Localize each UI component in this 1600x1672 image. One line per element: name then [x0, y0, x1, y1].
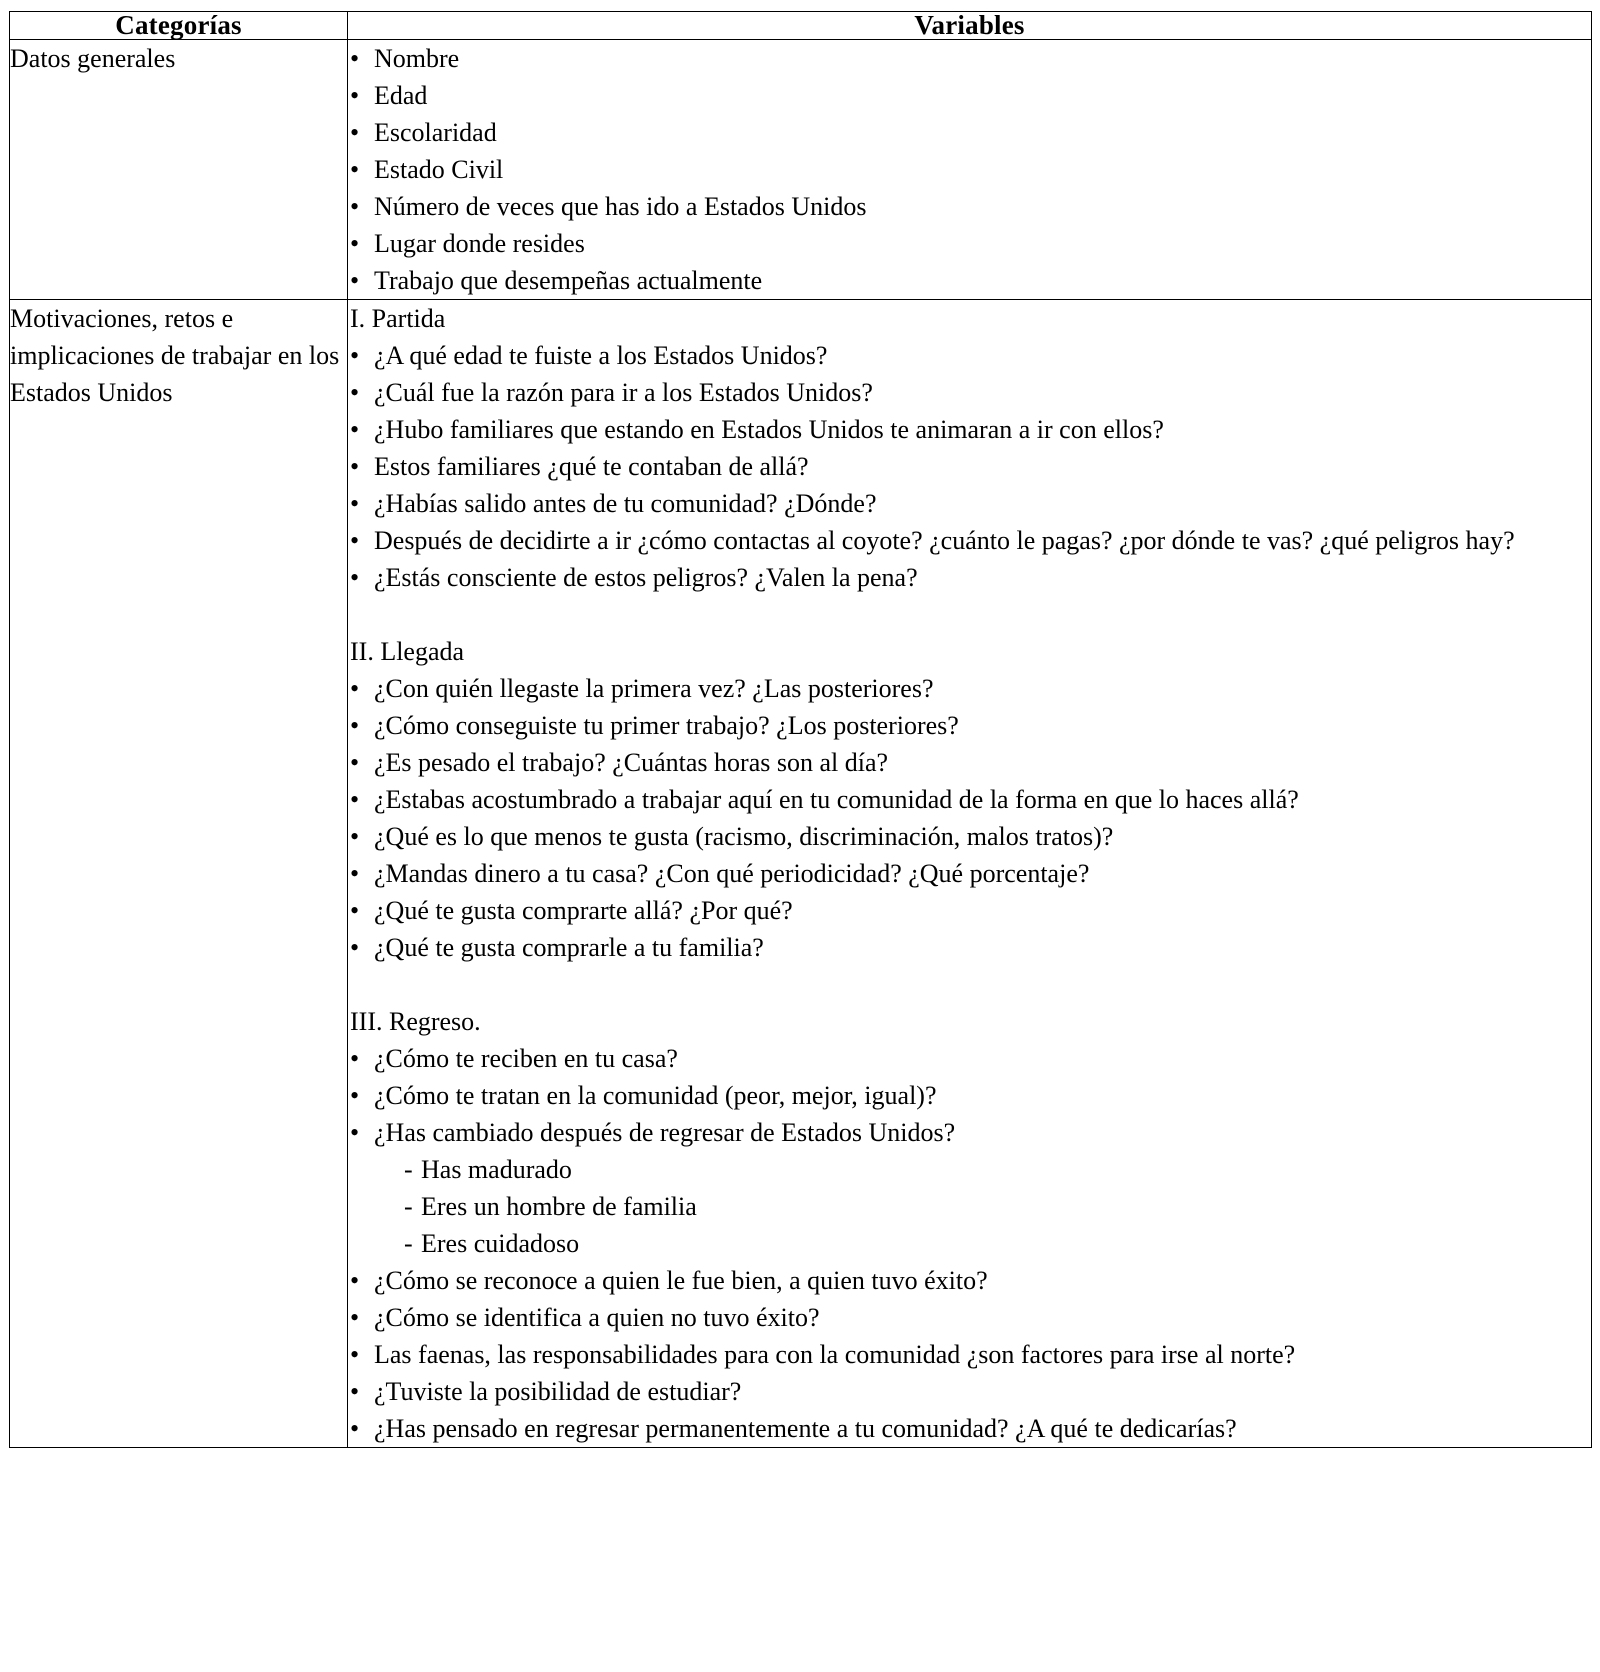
list-item: • ¿Qué es lo que menos te gusta (racismo, discriminación, malos tratos)?	[348, 818, 1591, 855]
list-item: • Edad	[348, 77, 1591, 114]
list-item: • Lugar donde resides	[348, 225, 1591, 262]
list-item: • ¿Tuviste la posibilidad de estudiar?	[348, 1373, 1591, 1410]
sub-list-item: - Has madurado	[404, 1151, 1591, 1188]
list-item: • ¿Es pesado el trabajo? ¿Cuántas horas son al día?	[348, 744, 1591, 781]
list-item: • ¿Has cambiado después de regresar de Estados Unidos?	[348, 1114, 1591, 1151]
list-item: • Número de veces que has ido a Estados Unidos	[348, 188, 1591, 225]
section-list-regreso-cont	[348, 1262, 1591, 1447]
list-item: • ¿Cómo se reconoce a quien le fue bien, a quien tuvo éxito?	[348, 1262, 1591, 1299]
list-item: • ¿Habías salido antes de tu comunidad? ¿Dónde?	[348, 485, 1591, 522]
section-heading-partida: I. Partida	[350, 304, 446, 333]
list-item: • Después de decidirte a ir ¿cómo contactas al coyote? ¿cuánto le pagas? ¿por dónde te vas? ¿qué peligros hay?	[348, 522, 1591, 559]
research-variables-table	[9, 11, 1592, 1448]
table-header-row	[10, 12, 1592, 40]
category-label: Datos generales	[10, 44, 176, 73]
list-item: • ¿A qué edad te fuiste a los Estados Unidos?	[348, 337, 1591, 374]
list-item: • ¿Cómo te reciben en tu casa?	[348, 1040, 1591, 1077]
table-header	[10, 12, 1592, 40]
section-spacer	[348, 596, 1591, 633]
sub-list-cambios	[348, 1151, 1591, 1262]
list-item: • ¿Cómo se identifica a quien no tuvo éxito?	[348, 1299, 1591, 1336]
category-cell-datos-generales	[10, 40, 348, 300]
list-item: • ¿Estabas acostumbrado a trabajar aquí en tu comunidad de la forma en que lo haces allá?	[348, 781, 1591, 818]
sub-list-item: - Eres cuidadoso	[404, 1225, 1591, 1262]
list-item: • ¿Cómo conseguiste tu primer trabajo? ¿Los posteriores?	[348, 707, 1591, 744]
column-header-variables: Variables	[348, 12, 1592, 40]
section-list-llegada	[348, 670, 1591, 966]
table-row	[10, 300, 1592, 1448]
list-item: • Estado Civil	[348, 151, 1591, 188]
list-item: • ¿Mandas dinero a tu casa? ¿Con qué periodicidad? ¿Qué porcentaje?	[348, 855, 1591, 892]
variables-cell-motivaciones	[348, 300, 1592, 1448]
sub-list-item: - Eres un hombre de familia	[404, 1188, 1591, 1225]
section-heading-regreso: III. Regreso.	[350, 1007, 481, 1036]
table-row	[10, 40, 1592, 300]
list-item: • Escolaridad	[348, 114, 1591, 151]
variables-cell-datos-generales	[348, 40, 1592, 300]
section-list-partida	[348, 337, 1591, 596]
list-item: • Nombre	[348, 40, 1591, 77]
list-item: • ¿Hubo familiares que estando en Estados Unidos te animaran a ir con ellos?	[348, 411, 1591, 448]
list-item: • ¿Estás consciente de estos peligros? ¿Valen la pena?	[348, 559, 1591, 596]
variables-list	[348, 40, 1591, 299]
category-cell-motivaciones	[10, 300, 348, 1448]
column-header-categorias: Categorías	[10, 12, 348, 40]
list-item: • Estos familiares ¿qué te contaban de allá?	[348, 448, 1591, 485]
category-label: Motivaciones, retos e implicaciones de trabajar en los Estados Unidos	[10, 304, 340, 407]
section-heading-llegada: II. Llegada	[350, 637, 465, 666]
list-item: • ¿Cuál fue la razón para ir a los Estados Unidos?	[348, 374, 1591, 411]
section-list-regreso	[348, 1040, 1591, 1151]
list-item: • ¿Con quién llegaste la primera vez? ¿Las posteriores?	[348, 670, 1591, 707]
list-item: • ¿Cómo te tratan en la comunidad (peor, mejor, igual)?	[348, 1077, 1591, 1114]
list-item: • ¿Qué te gusta comprarte allá? ¿Por qué?	[348, 892, 1591, 929]
list-item: • ¿Has pensado en regresar permanentemente a tu comunidad? ¿A qué te dedicarías?	[348, 1410, 1591, 1447]
section-spacer	[348, 966, 1591, 1003]
table-body	[10, 40, 1592, 1448]
list-item: • ¿Qué te gusta comprarle a tu familia?	[348, 929, 1591, 966]
list-item: • Las faenas, las responsabilidades para con la comunidad ¿son factores para irse al norte?	[348, 1336, 1591, 1373]
list-item: • Trabajo que desempeñas actualmente	[348, 262, 1591, 299]
